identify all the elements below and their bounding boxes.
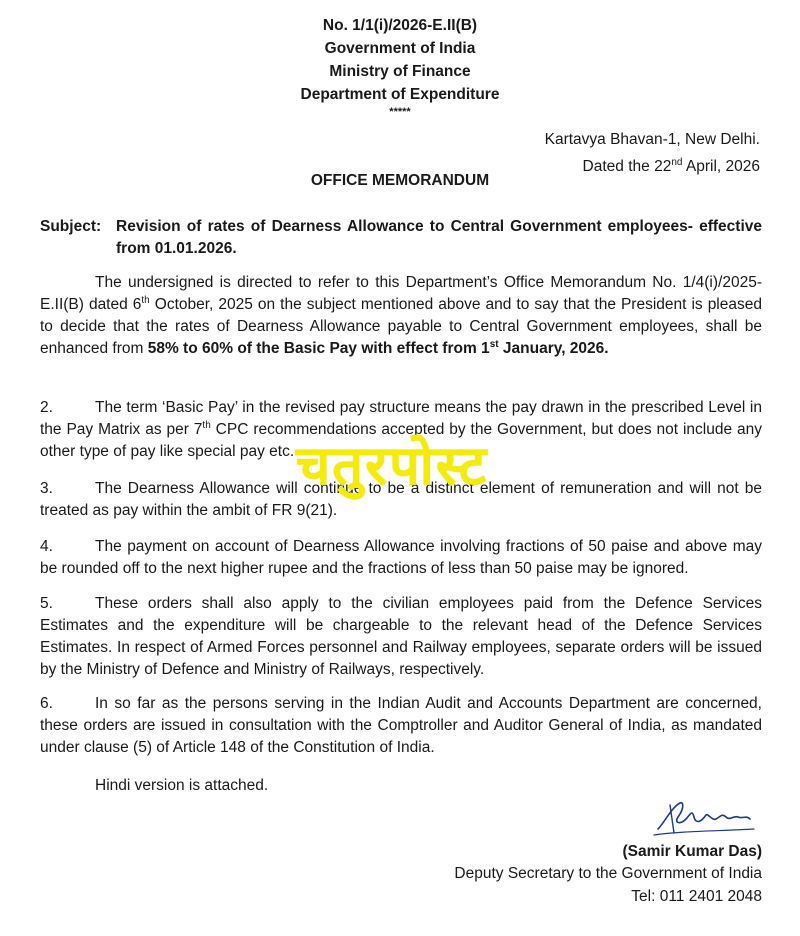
address: Kartavya Bhavan-1, New Delhi. (544, 131, 760, 148)
paragraph-1: The undersigned is directed to refer to this Department’s Office Memorandum No. 1/4(i)/2025-E.II(B) dated 6th October, 2025 on the subject mentioned above and to say that the President is pleased to decide that the rates of Dearness Allowance payable to Central Government employees, shall be enhanced from 58% to 60% of the Basic Pay with effect from 1st January, 2026. (40, 274, 762, 357)
signatory-name: (Samir Kumar Das) (622, 843, 762, 860)
subject-text: Revision of rates of Dearness Allowance to Central Government employees- effective from 01.01.2026. (116, 218, 762, 257)
header-stars: ***** (389, 106, 411, 118)
paragraph-6: 6. In so far as the persons serving in the Indian Audit and Accounts Department are concerned, these orders are issued in consultation with the Comptroller and Auditor General of India, as mandated under clause (5) of Article 148 of the Constitution of India. (40, 695, 762, 756)
paragraph-3: 3. The Dearness Allowance will continue to be a distinct element of remuneration and will not be treated as pay within the ambit of FR 9(21). (40, 480, 762, 519)
place-and-date (545, 128, 760, 178)
department-line: Department of Expenditure (300, 86, 500, 103)
ministry-line: Ministry of Finance (329, 63, 471, 80)
file-number: No. 1/1(i)/2026-E.II(B) (322, 17, 478, 34)
signatory-designation: Deputy Secretary to the Government of India (454, 865, 762, 882)
date-line: Dated the 22nd April, 2026 (582, 157, 760, 176)
memo-title: OFFICE MEMORANDUM (310, 172, 490, 189)
paragraph-5: 5. These orders shall also apply to the civilian employees paid from the Defence Services Estimates and the expenditure will be chargeable to the relevant head of the Defence Services Estimates. In respect of Armed Forces personnel and Railway employees, separate orders will be issued by the Ministry of Defence and Ministry of Railways, respectively. (40, 595, 762, 678)
document-header (0, 14, 800, 118)
hindi-note: Hindi version is attached. (95, 777, 269, 794)
signature-icon (650, 795, 760, 843)
subject-label: Subject: (40, 218, 102, 235)
government-line: Government of India (324, 40, 476, 57)
signatory-telephone: Tel: 011 2401 2048 (631, 888, 762, 905)
paragraph-4: 4. The payment on account of Dearness Allowance involving fractions of 50 paise and above may be rounded off to the next higher rupee and the fractions of less than 50 paise may be ignored. (40, 538, 762, 577)
subject (40, 216, 762, 260)
paragraph-2: 2. The term ‘Basic Pay’ in the revised pay structure means the pay drawn in the prescribed Level in the Pay Matrix as per 7th CPC recommendations accepted by the Government, but does not include any other type of pay like special pay etc. (40, 399, 762, 460)
watermark: चतुरपोस्ट (296, 434, 489, 497)
